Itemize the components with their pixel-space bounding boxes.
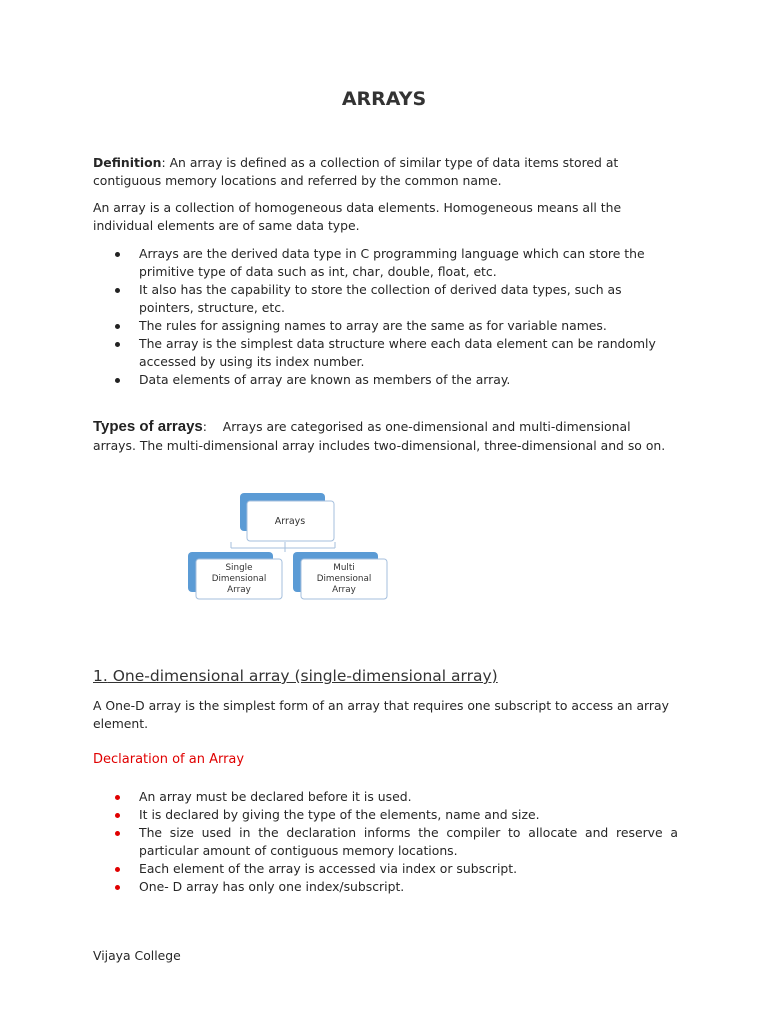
node-label-line: Array <box>227 585 251 595</box>
list-item: The array is the simplest data structure where each data element can be randomly accessed by using its index number. <box>93 335 678 371</box>
definition-label: Definition <box>93 155 162 170</box>
bullet-dot <box>115 378 120 383</box>
bullet-dot <box>115 288 120 293</box>
declaration-list <box>93 788 678 896</box>
section-title: One-dimensional array (single-dimensional array) <box>107 667 498 685</box>
node-label-line: Multi <box>333 563 355 573</box>
array-types-diagram <box>185 490 395 602</box>
diagram-node-single <box>188 552 282 599</box>
bullet-dot <box>115 867 120 872</box>
types-text: Arrays are categorised as one-dimensional and multi-dimensional arrays. The multi-dimensional array includes two-dimensional, three-dimensional and so on. <box>93 419 666 453</box>
types-colon: : <box>202 419 207 434</box>
array-facts-list <box>93 245 678 389</box>
definition-text: : An array is defined as a collection of similar type of data items stored at contiguous memory locations and referred by the common name. <box>93 155 619 188</box>
one-d-description: A One-D array is the simplest form of an array that requires one subscript to access an array element. <box>93 698 669 731</box>
section-heading-one-dimensional <box>93 667 498 685</box>
list-item: Each element of the array is accessed via index or subscript. <box>93 860 678 878</box>
bullet-dot <box>115 795 120 800</box>
bullet-dot <box>115 252 120 257</box>
page-title: ARRAYS <box>341 88 427 110</box>
diagram-connectors <box>231 542 335 552</box>
section-number: 1. <box>93 667 108 685</box>
bullet-dot <box>115 813 120 818</box>
list-item: The size used in the declaration informs the compiler to allocate and reserve a particular amount of contiguous memory locations. <box>93 824 678 860</box>
list-item: One- D array has only one index/subscript. <box>93 878 678 896</box>
node-label-line: Dimensional <box>316 574 372 584</box>
declaration-heading: Declaration of an Array <box>93 752 245 767</box>
bullet-dot <box>115 831 120 836</box>
diagram-node-root <box>240 493 334 541</box>
page-footer: Vijaya College <box>93 948 181 963</box>
list-item: The rules for assigning names to array are the same as for variable names. <box>93 317 678 335</box>
bullet-dot <box>115 885 120 890</box>
types-of-arrays-paragraph <box>93 417 673 455</box>
bullet-dot <box>115 324 120 329</box>
types-heading: Types of arrays <box>93 418 203 435</box>
node-label-line: Dimensional <box>211 574 267 584</box>
list-item: An array must be declared before it is used. <box>93 788 678 806</box>
node-label-line: Array <box>332 585 356 595</box>
intro-paragraph: An array is a collection of homogeneous data elements. Homogeneous means all the individual elements are of same data type. <box>93 200 622 233</box>
list-item: Arrays are the derived data type in C programming language which can store the primitive type of data such as int, char, double, float, etc. <box>93 245 678 281</box>
node-label: Arrays <box>274 516 306 527</box>
list-item: Data elements of array are known as members of the array. <box>93 371 678 389</box>
diagram-node-multi <box>293 552 387 599</box>
list-item: It also has the capability to store the collection of derived data types, such as pointers, structure, etc. <box>93 281 678 317</box>
list-item: It is declared by giving the type of the elements, name and size. <box>93 806 678 824</box>
bullet-dot <box>115 342 120 347</box>
definition-paragraph <box>93 154 673 190</box>
node-label-line: Single <box>225 563 253 573</box>
